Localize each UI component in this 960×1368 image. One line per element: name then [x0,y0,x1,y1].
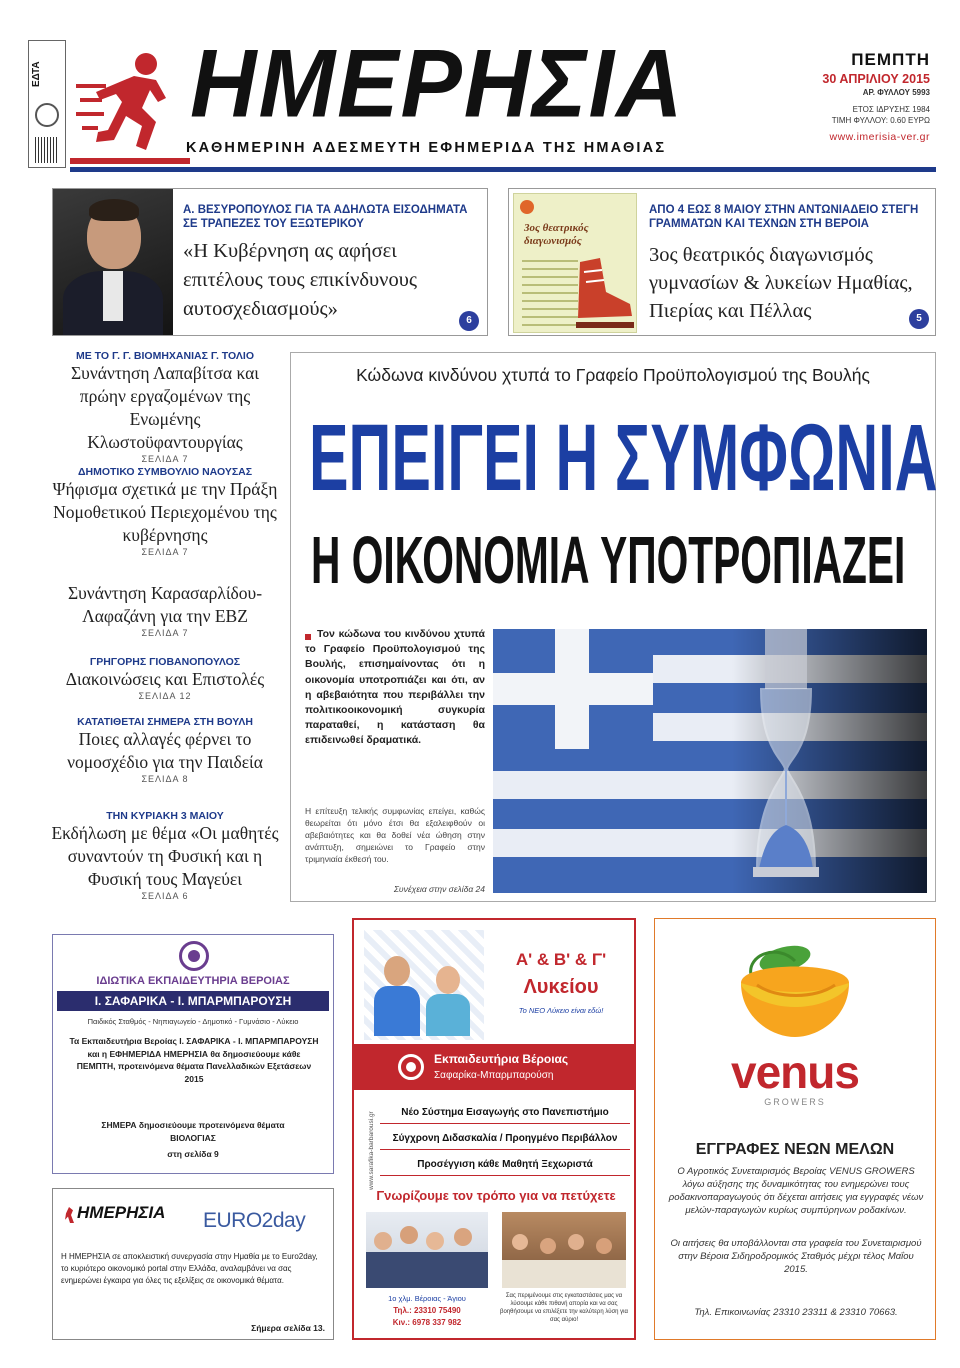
item-kicker: ΔΗΜΟΤΙΚΟ ΣΥΜΒΟΥΛΙΟ ΝΑΟΥΣΑΣ [77,466,253,478]
masthead-red-rule [70,158,190,164]
school-phone[interactable]: Τηλ.: 23310 75490 [393,1306,461,1315]
ad-page: στη σελίδα 9 [167,1149,219,1159]
politician-photo [53,189,173,335]
item-headline: Εκδήλωση με θέμα «Οι μαθητές συναντούν τη Φυσική και η Φυσική τους Μαγεύει [51,823,279,889]
hourglass-flag-photo [493,629,927,893]
teaser-kicker: ΑΠΟ 4 ΕΩΣ 8 ΜΑΙΟΥ ΣΤΗΝ ΑΝΤΩΝΙΑΔΕΙΟ ΣΤΕΓΗ ΓΡΑΜΜΑΤΩΝ ΚΑΙ ΤΕΧΝΩΝ ΣΤΗ ΒΕΡΟΙΑ [649,204,919,230]
teaser-page-badge: 6 [459,311,479,331]
teaser-theatre[interactable] [508,188,936,336]
bullet-item: Σύγχρονη Διδασκαλία / Προηγμένο Περιβάλλον [380,1128,630,1150]
venus-text1: Ο Αγροτικός Συνεταιρισμός Βεροίας VENUS GROWERS λόγω αύξησης της δυναμικότητας του ενημερώνει τους ροδακινοπαραγωγούς ότι δέχεται αιτήσεις για εγγραφές νέων μελών-παραγωγών κυρίως συμπύρηνων ροδακίνων. [668,1166,924,1216]
ad-text: Τα Εκπαιδευτήρια Βεροίας Ι. ΣΑΦΑΡΙΚΑ - Ι. ΜΠΑΡΜΠΑΡΟΥΣΗ και η ΕΦΗΜΕΡΙΔΑ ΗΜΕΡΗΣΙΑ θα δημοσιεύουμε κάθε ΠΕΜΠΤΗ, προτεινόμενα θέματα Πανελλαδικών Εξετάσεων 2015 [69,1036,319,1084]
ad-euro2day[interactable] [52,1188,334,1340]
school-logo-icon [398,1054,424,1080]
item-kicker: ΜΕ ΤΟ Γ. Γ. ΒΙΟΜΗΧΑΝΙΑΣ Γ. ΤΟΛΙΟ [75,350,255,362]
main-continued[interactable]: Συνέχεια στην σελίδα 24 [393,884,485,894]
ad-levels: Παιδικός Σταθμός - Νηπιαγωγείο - Δημοτικό - Γυμνάσιο - Λύκειο [87,1017,299,1026]
issue-number: ΑΡ. ΦΥΛΛΟΥ 5993 [862,88,930,97]
venus-text2: Οι αιτήσεις θα υποβάλλονται στα γραφεία του Συνεταιρισμού στην Βέροια Σιδηροδρομικός Σταθμός μέχρι τέλος Μαΐου 2015. [670,1238,922,1275]
left-item[interactable] [50,656,280,701]
issue-day: ΠΕΜΠΤΗ [851,50,930,69]
barcode-icon [35,137,59,163]
masthead-tagline: ΚΑΘΗΜΕΡΙΝΗ ΑΔΕΣΜΕΥΤΗ ΕΦΗΜΕΡΙΔΑ ΤΗΣ ΗΜΑΘΙΑΣ [186,140,667,156]
classroom-photo [502,1212,626,1288]
venus-title: ΕΓΓΡΑΦΕΣ ΝΕΩΝ ΜΕΛΩΝ [695,1141,895,1158]
issue-date: 30 ΑΠΡΙΛΙΟΥ 2015 [822,72,930,86]
euro2day-logo: EURO2day [203,1209,306,1232]
left-item[interactable] [50,582,280,638]
item-page: ΣΕΛΙΔΑ 12 [138,691,192,701]
euro2day-page: Σήμερα σελίδα 13. [251,1323,325,1333]
teaser-headline: «Η Κυβέρνηση ας αφήσει επιτέλους τους επικίνδυνους αυτοσχεδιασμούς» [183,240,417,320]
left-item[interactable] [50,716,280,784]
bullet-item: Προσέγγιση κάθε Μαθητή Ξεχωριστά [380,1154,630,1176]
euro2day-text: Η ΗΜΕΡΗΣΙΑ σε αποκλειστική συνεργασία στην Ημαθία με το Euro2day, το κυριότερο οικονομικό portal στην Ελλάδα, αναλαμβάνει να σας ενημερώνει έγκαιρα για όλες τις εξελίξεις σε οικονομικά θέματα. [61,1252,318,1285]
banner-title: Εκπαιδευτήρια Βέροιας [434,1052,569,1066]
main-headline: ΕΠΕΙΓΕΙ Η ΣΥΜΦΩΝΙΑ [309,404,938,511]
item-headline: Ψήφισμα σχετικά με την Πράξη Νομοθετικού Περιεχομένου της κυβέρνησης [52,479,278,545]
item-headline: Συνάντηση Καρασαρλίδου-Λαφαζάνη για την ΕΒΖ [67,583,263,626]
flag-hourglass-graphic [493,629,927,893]
item-page: ΣΕΛΙΔΑ 7 [141,547,189,557]
banner-sub: Σαφαρίκα-Μπαρμπαρούση [434,1070,554,1081]
teaser-kicker: Α. ΒΕΣΥΡΟΠΟΥΛΟΣ ΓΙΑ ΤΑ ΑΔΗΛΩΤΑ ΕΙΣΟΔΗΜΑΤΑ ΣΕ ΤΡΑΠΕΖΕΣ ΤΟΥ ΕΞΩΤΕΡΙΚΟΥ [183,204,468,230]
ad-today: ΣΗΜΕΡΑ δημοσιεύουμε προτεινόμενα θέματα ΒΙΟΛΟΓΙΑΣ [101,1120,285,1143]
runner-logo-icon [76,50,180,158]
teaser-headline: 3ος θεατρικός διαγωνισμός γυμνασίων & λυκείων Ημαθίας, Πιερίας και Πέλλας [649,244,913,322]
masthead-blue-rule [70,167,936,172]
slogan-label: Το ΝΕΟ Λύκειο είναι εδώ! [518,1006,604,1015]
side-url[interactable]: www.sarafika-barbarousi.gr [368,1111,375,1190]
ad-school-left[interactable] [52,934,334,1174]
main-story[interactable] [290,352,936,902]
main-subheadline: Η ΟΙΚΟΝΟΜΙΑ ΥΠΟΤΡΟΠΙΑΖΕΙ [311,522,906,598]
school-address: 1ο χλμ. Βέροιας - Άγιου [388,1294,466,1303]
item-kicker: ΚΑΤΑΤΙΘΕΤΑΙ ΣΗΜΕΡΑ ΣΤΗ ΒΟΥΛΗ [77,716,253,728]
students-photo [364,930,484,1040]
euro2day-logo-imerisia: ΗΜΕΡΗΣΙΑ [77,1203,166,1222]
poster-title: 3ος θεατρικός διαγωνισμός [524,222,589,247]
date-block [770,50,930,143]
shoe-icon [570,252,636,332]
website-link[interactable]: www.imerisia-ver.gr [829,131,930,143]
item-page: ΣΕΛΙΔΑ 7 [141,454,189,464]
main-lead: Τον κώδωνα του κινδύνου χτυπά το Γραφείο Προϋπολογισμού της Βουλής, επισημαίνοντας ότι η οικονομία υποτροπιάζει και ότι, αν η αβεβαιότητα που περιβάλλει την πολιτικοοικονομική συγκυρία παραταθεί, η κατάσταση θα επιδεινωθεί δραματικά. [305,628,485,747]
ad-venus[interactable] [654,918,936,1340]
venus-brand: venus [731,1046,859,1098]
school-mobile[interactable]: Κιν.: 6978 337 982 [392,1318,462,1327]
masthead-title: ΗΜΕΡΗΣΙΑ [190,30,685,138]
ad-title: ΙΔΙΩΤΙΚΑ ΕΚΠΑΙΔΕΥΤΗΡΙΑ ΒΕΡΟΙΑΣ [96,975,290,987]
founded-year: ΕΤΟΣ ΙΔΡΥΣΗΣ 1984 [852,105,930,114]
item-headline: Συνάντηση Λαπαβίτσα και πρώην εργαζομένων της Ενωμένης Κλωστοϋφαντουργίας [70,363,260,452]
seal-icon [35,103,59,127]
bullet-item: Νέο Σύστημα Εισαγωγής στο Πανεπιστήμιο [380,1102,630,1124]
graduates-photo [366,1212,488,1288]
left-item[interactable] [50,350,280,464]
issue-price: ΤΙΜΗ ΦΥΛΛΟΥ: 0.60 ΕΥΡΩ [831,116,930,125]
item-page: ΣΕΛΙΔΑ 6 [141,891,189,901]
item-kicker: ΓΡΗΓΟΡΗΣ ΓΙΟΒΑΝΟΠΟΥΛΟΣ [89,656,241,668]
peach-logo-icon [737,945,853,1041]
school-banner [354,1044,634,1090]
item-headline: Διακοινώσεις και Επιστολές [65,669,265,689]
ad-school-center[interactable] [352,918,636,1340]
school-logo-icon [179,941,209,971]
item-headline: Ποιες αλλαγές φέρνει το νομοσχέδιο για την Παιδεία [67,729,263,772]
teaser-page-badge: 5 [909,309,929,329]
item-kicker: ΤΗΝ ΚΥΡΙΑΚΗ 3 ΜΑΙΟΥ [106,810,224,822]
venus-contact: Τηλ. Επικοινωνίας 23310 23311 & 23310 70663. [694,1307,898,1318]
ad-name-banner: Ι. ΣΑΦΑΡΙΚΑ - Ι. ΜΠΑΡΜΠΑΡΟΥΣΗ [57,991,329,1011]
edta-label: ΕΔΤΑ [31,61,42,87]
theatre-poster [513,193,637,333]
school-note: Σας περιμένουμε στις εγκαταστάσεις μας να λύσουμε κάθε πιθανή απορία και να σας βοηθήσουμε να επιλέξετε την καλύτερη λύση για σας αύριο! [500,1293,628,1323]
main-body: Η επίτευξη τελικής συμφωνίας επείγει, καθώς θεωρείται ότι μόνο έτσι θα εξαλειφθούν οι αβεβαιότητες και θα δοθεί νέα ώθηση στην ανάπτυξη, σημειώνει το Γραφείο στην τριμηνιαία έκθεσή του. [305,806,485,864]
left-item[interactable] [50,810,280,901]
item-page: ΣΕΛΙΔΑ 8 [141,774,189,784]
level-label: Λυκείου [523,976,599,998]
mini-runner-icon [65,1207,75,1223]
success-tagline: Γνωρίζουμε τον τρόπο για να πετύχετε [376,1188,616,1203]
main-overline: Κώδωνα κινδύνου χτυπά το Γραφείο Προϋπολογισμού της Βουλής [356,365,870,385]
left-column [50,350,280,930]
edta-seal [28,40,66,168]
teaser-vesyropoulos[interactable] [52,188,488,336]
item-page: ΣΕΛΙΔΑ 7 [141,628,189,638]
venus-sub: GROWERS [764,1097,826,1107]
masthead [0,0,960,176]
grades-label: Α' & Β' & Γ' [515,950,607,969]
left-item[interactable] [50,466,280,557]
